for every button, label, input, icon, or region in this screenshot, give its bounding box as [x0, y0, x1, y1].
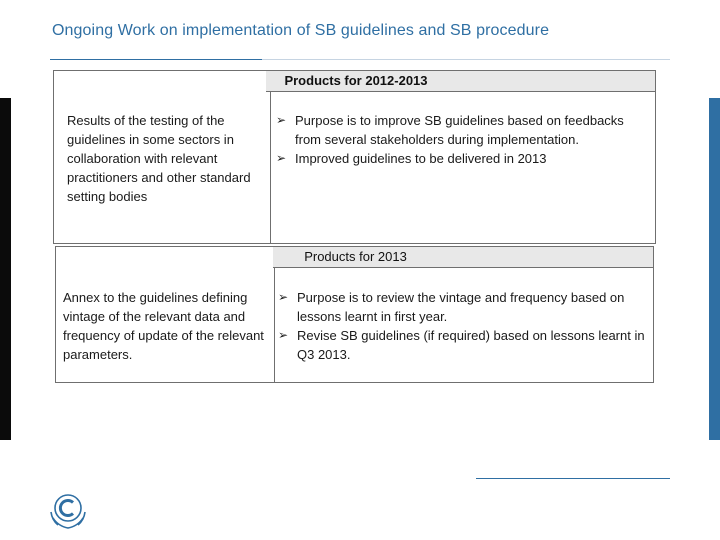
list-item: ➢ Purpose is to improve SB guidelines based on feedbacks from several stakeholders during implementation. — [276, 113, 624, 147]
arrow-bullet-icon: ➢ — [278, 290, 289, 304]
column-divider — [270, 91, 271, 243]
table-header: Products for 2013 — [273, 247, 653, 268]
list-item: ➢ Revise SB guidelines (if required) based on lessons learnt in Q3 2013. — [278, 328, 645, 362]
arrow-bullet-icon: ➢ — [276, 151, 287, 165]
list-item: ➢ Improved guidelines to be delivered in 2013 — [276, 151, 547, 166]
left-accent-bar — [0, 98, 11, 440]
title-underline — [50, 59, 670, 60]
column-divider — [274, 267, 275, 382]
products-2013-table — [55, 246, 654, 383]
unfccc-logo-icon — [46, 488, 90, 532]
list-item: ➢ Purpose is to review the vintage and frequency based on lessons learnt in first year. — [278, 290, 625, 324]
table-header: Products for 2012-2013 — [266, 71, 655, 92]
products-description: Results of the testing of the guidelines in some sectors in collaboration with relevant practitioners and other standard setting bodies — [67, 113, 251, 204]
arrow-bullet-icon: ➢ — [278, 328, 289, 342]
products-bullets — [276, 111, 646, 168]
slide-title: Ongoing Work on implementation of SB guidelines and SB procedure — [52, 22, 550, 39]
right-accent-bar — [709, 98, 720, 440]
products-bullets — [278, 288, 648, 364]
products-2012-2013-table — [53, 70, 656, 244]
bottom-rule — [476, 478, 670, 479]
arrow-bullet-icon: ➢ — [276, 113, 287, 127]
products-description: Annex to the guidelines defining vintage of the relevant data and frequency of update of the relevant parameters. — [63, 290, 264, 362]
